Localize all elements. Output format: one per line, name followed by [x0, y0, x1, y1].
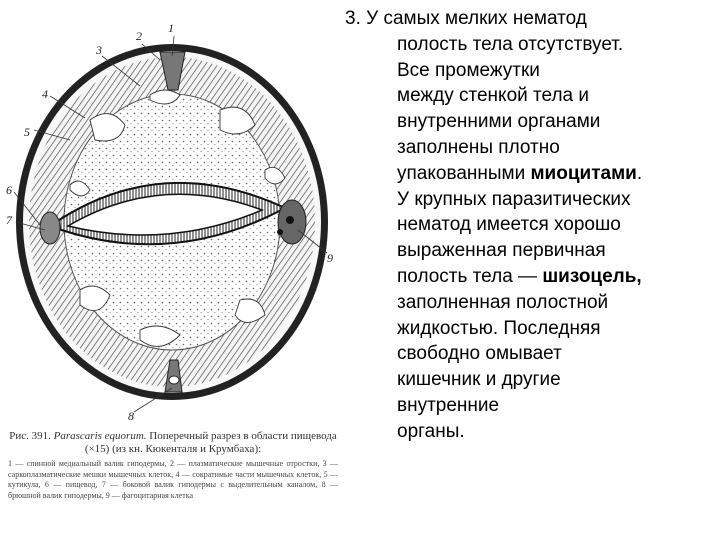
text-line: нематод имеется хорошо: [397, 214, 621, 236]
lateral-ridge-left: [40, 212, 60, 244]
text-line: жидкостью. Последняя: [397, 317, 601, 339]
text-line: [345, 161, 717, 187]
callout-4: 4: [42, 87, 48, 101]
text-line: кишечник и другие: [397, 369, 561, 391]
nematode-cross-section-drawing: [0, 0, 345, 430]
callout-5: 5: [24, 125, 30, 139]
text-span: полость тела —: [397, 265, 543, 287]
caption-figure-number: Рис. 391.: [9, 430, 51, 442]
caption-description: Поперечный разрез в области пищевода (×15) (из кн. Кюкенталя и Крумбаха):: [84, 430, 337, 455]
text-line: свободно омывает: [397, 343, 562, 365]
text-line: [345, 264, 717, 290]
text-line: органы.: [397, 420, 465, 442]
text-span: .: [636, 162, 643, 184]
callout-9: 9: [327, 251, 333, 265]
text-line: внутренние: [397, 394, 500, 416]
text-line: 3. У самых мелких нематод: [345, 8, 587, 29]
text-line: заполненная полостной: [397, 291, 609, 313]
callout-7: 7: [6, 213, 12, 227]
text-line: Все промежутки: [397, 59, 540, 81]
main-text: [345, 6, 717, 445]
caption-legend: 1 — спинной медиальный валик гиподермы, 2 — плазматические мышечные отростки, 3 — саркоплазматические мешки мышечных клеток, 4 — сократимые части мышечных клеток, 5 — кутикула, 6 — пищевод, 7 — боковой валик гиподермы с выделительным каналом, 8 — брюшной валик гиподермы, 9 — фагоцитарная клетка: [8, 459, 338, 500]
callout-1: 1: [168, 21, 174, 35]
cross-section-figure: [0, 0, 345, 540]
callout-2: 2: [136, 29, 142, 43]
text-line: между стенкой тела и: [397, 85, 589, 107]
caption-species: Parascaris equorum.: [53, 430, 147, 442]
callout-3: 3: [96, 43, 102, 57]
term-myocytes: миоцитами: [530, 162, 637, 184]
callout-6: 6: [6, 183, 12, 197]
text-line: У крупных паразитических: [397, 188, 631, 210]
text-line: внутренними органами: [397, 111, 601, 133]
term-schizocoel: шизоцель,: [542, 265, 642, 287]
text-line: полость тела отсутствует.: [397, 33, 624, 55]
text-span: упакованными: [397, 162, 531, 184]
text-line: выраженная первичная: [397, 240, 606, 262]
caption-title: [8, 430, 338, 456]
callout-8: 8: [128, 409, 134, 423]
figure-caption: [8, 430, 338, 501]
text-line: заполнены плотно: [397, 136, 560, 158]
